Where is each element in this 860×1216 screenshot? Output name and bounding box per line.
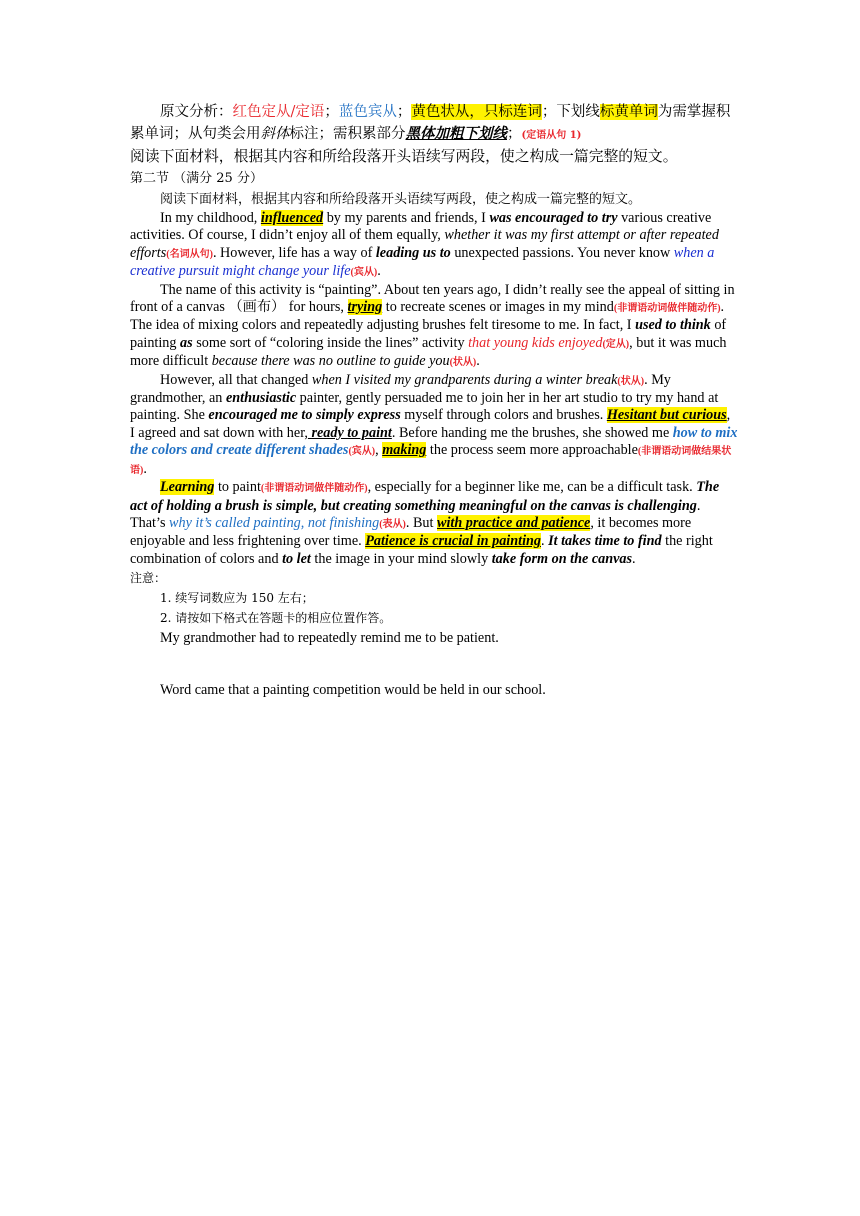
writing-gap: [130, 648, 738, 682]
grammar-tag: (非谓语动词做结果状语): [130, 446, 732, 476]
text: .: [377, 263, 381, 280]
noun-clause: whether it was my first attempt or after repeated efforts: [130, 227, 719, 261]
text: . But: [405, 514, 438, 531]
text: various creative activities. Of course, I didn’t enjoy all of them equally,: [130, 210, 712, 244]
grammar-tag: (定从): [602, 338, 630, 350]
paragraph-2: [130, 282, 738, 372]
legend-underline-text: ；下划线: [541, 104, 600, 120]
legend-yellow-word: 标黄单词: [599, 104, 658, 120]
analysis-legend: [130, 102, 738, 146]
document-page: [130, 102, 738, 699]
grammar-tag: (名词从句): [166, 248, 213, 260]
vocab-phrase: Hesitant but curious: [606, 407, 727, 424]
legend-italic: 斜体: [260, 126, 290, 142]
text: . My grandmother, an: [130, 371, 671, 407]
text: . Before handing me the brushes, she showed me: [391, 424, 673, 441]
legend-tag: (定语从句 1): [521, 130, 582, 141]
text: unexpected passions. You never know: [450, 244, 674, 261]
notes-title: 注意：: [130, 571, 167, 586]
paragraph-1: [130, 210, 738, 282]
object-clause: when a creative pursuit might change your life: [130, 244, 715, 280]
vocab-word: trying: [347, 299, 383, 316]
text: The name of this activity is “painting”. About ten years ago, I didn’t really see the appeal of sitting in front of a canvas: [130, 281, 735, 316]
text: by my parents and friends, I: [323, 210, 490, 226]
text: the process seem more approachable: [426, 442, 638, 459]
text: the right combination of colors and: [130, 533, 713, 567]
key-sentence: The act of holding a brush is simple, but creating something meaningful on the canvas is challenging: [130, 479, 720, 514]
key-phrase: to let: [282, 550, 311, 567]
key-phrase: was encouraged to try: [489, 210, 618, 226]
grammar-tag: (非谓语动词做伴随动作): [613, 303, 721, 315]
text: . However, life has a way of: [212, 244, 376, 261]
text: . The idea of mixing colors and repeatedly adjusting brushes felt tiresome to me. In fact, I: [130, 299, 725, 334]
grammar-tag: (状从): [449, 357, 477, 369]
key-word: enthusiastic: [225, 390, 297, 407]
legend-text: 标注；需积累部分: [289, 126, 406, 142]
text: painter, gently persuaded me to join her in her art studio to try my hand at painting. She: [130, 390, 719, 424]
object-clause: how to mix the colors and create different shades: [130, 424, 738, 459]
notes-item-2: 2. 请按如下格式在答题卡的相应位置作答。: [160, 611, 392, 626]
paragraph-starter-2: Word came that a painting competition would be held in our school.: [160, 681, 546, 698]
adverbial-clause: when I visited my grandparents during a winter break: [311, 371, 618, 388]
adverbial-clause: because there was no outline to guide you: [211, 353, 450, 370]
legend-text: ；: [507, 126, 522, 142]
key-phrase: leading us to: [375, 244, 451, 261]
paragraph-4: [130, 479, 738, 568]
text: , especially for a beginner like me, can be a difficult task.: [367, 479, 697, 496]
legend-sep: ；: [324, 104, 339, 120]
text: , I agreed and sat down with her,: [130, 407, 731, 441]
key-phrase: take form on the canvas: [491, 550, 633, 567]
text: In my childhood,: [160, 210, 261, 226]
section-title: 第二节 （满分 25 分）: [130, 171, 263, 186]
text: . That’s: [130, 497, 701, 531]
grammar-tag: (状从): [617, 375, 645, 387]
grammar-tag: (表从): [379, 518, 406, 530]
grammar-tag: (宾从): [350, 267, 378, 279]
text: of painting: [130, 317, 727, 351]
text: .: [476, 353, 480, 370]
vocab-phrase: Patience is crucial in painting: [365, 533, 541, 550]
text: myself through colors and brushes.: [400, 407, 607, 424]
text: to recreate scenes or images in my mind: [382, 299, 614, 316]
legend-red: 红色定从/定语: [232, 104, 325, 120]
text: However, all that changed: [160, 371, 312, 388]
legend-text: 为需掌握积累单词；从句类会用: [130, 104, 731, 142]
text: ,: [375, 442, 383, 459]
analysis-lead: 原文分析：: [160, 104, 233, 120]
chinese-gloss: （画布）: [228, 299, 286, 316]
vocab-word: Learning: [160, 479, 215, 496]
attributive-clause: that young kids enjoyed: [468, 334, 603, 351]
legend-yellow: 黄色状从，只标连词: [411, 104, 542, 120]
key-phrase: as: [180, 334, 193, 351]
text: the image in your mind slowly: [310, 550, 492, 567]
text: for hours,: [285, 299, 348, 316]
text: some sort of “coloring inside the lines” activity: [192, 334, 469, 351]
text: , but it was much more difficult: [130, 334, 727, 370]
paragraph-3: [130, 372, 738, 479]
key-phrase: used to think: [635, 317, 711, 334]
key-phrase: encouraged me to simply express: [208, 407, 401, 424]
text: .: [143, 460, 147, 477]
legend-blue: 蓝色宾从: [338, 104, 397, 120]
text: .: [541, 533, 549, 550]
legend-bold-underline: 黑体加粗下划线: [405, 125, 507, 142]
top-instruction: 阅读下面材料，根据其内容和所给段落开头语续写两段，使之构成一篇完整的短文。: [130, 148, 678, 165]
grammar-tag: (宾从): [348, 446, 376, 458]
grammar-tag: (非谓语动词做伴随动作): [260, 483, 368, 495]
vocab-word: making: [382, 442, 427, 459]
legend-sep: ；: [396, 104, 412, 120]
paragraph-starter-1: My grandmother had to repeatedly remind me to be patient.: [160, 630, 499, 647]
section-instruction: 阅读下面材料，根据其内容和所给段落开头语续写两段，使之构成一篇完整的短文。: [160, 192, 642, 207]
predicative-clause: why it’s called painting, not finishing: [169, 514, 380, 531]
key-phrase: ready to paint: [307, 424, 392, 441]
key-phrase: It takes time to find: [548, 533, 662, 550]
text: , it becomes more enjoyable and less frightening over time.: [130, 514, 692, 550]
vocab-word: influenced: [260, 210, 324, 226]
text: to paint: [214, 479, 261, 496]
text: .: [632, 550, 636, 567]
vocab-phrase: with practice and patience: [437, 514, 591, 531]
notes-item-1: 1. 续写词数应为 150 左右；: [160, 591, 314, 606]
